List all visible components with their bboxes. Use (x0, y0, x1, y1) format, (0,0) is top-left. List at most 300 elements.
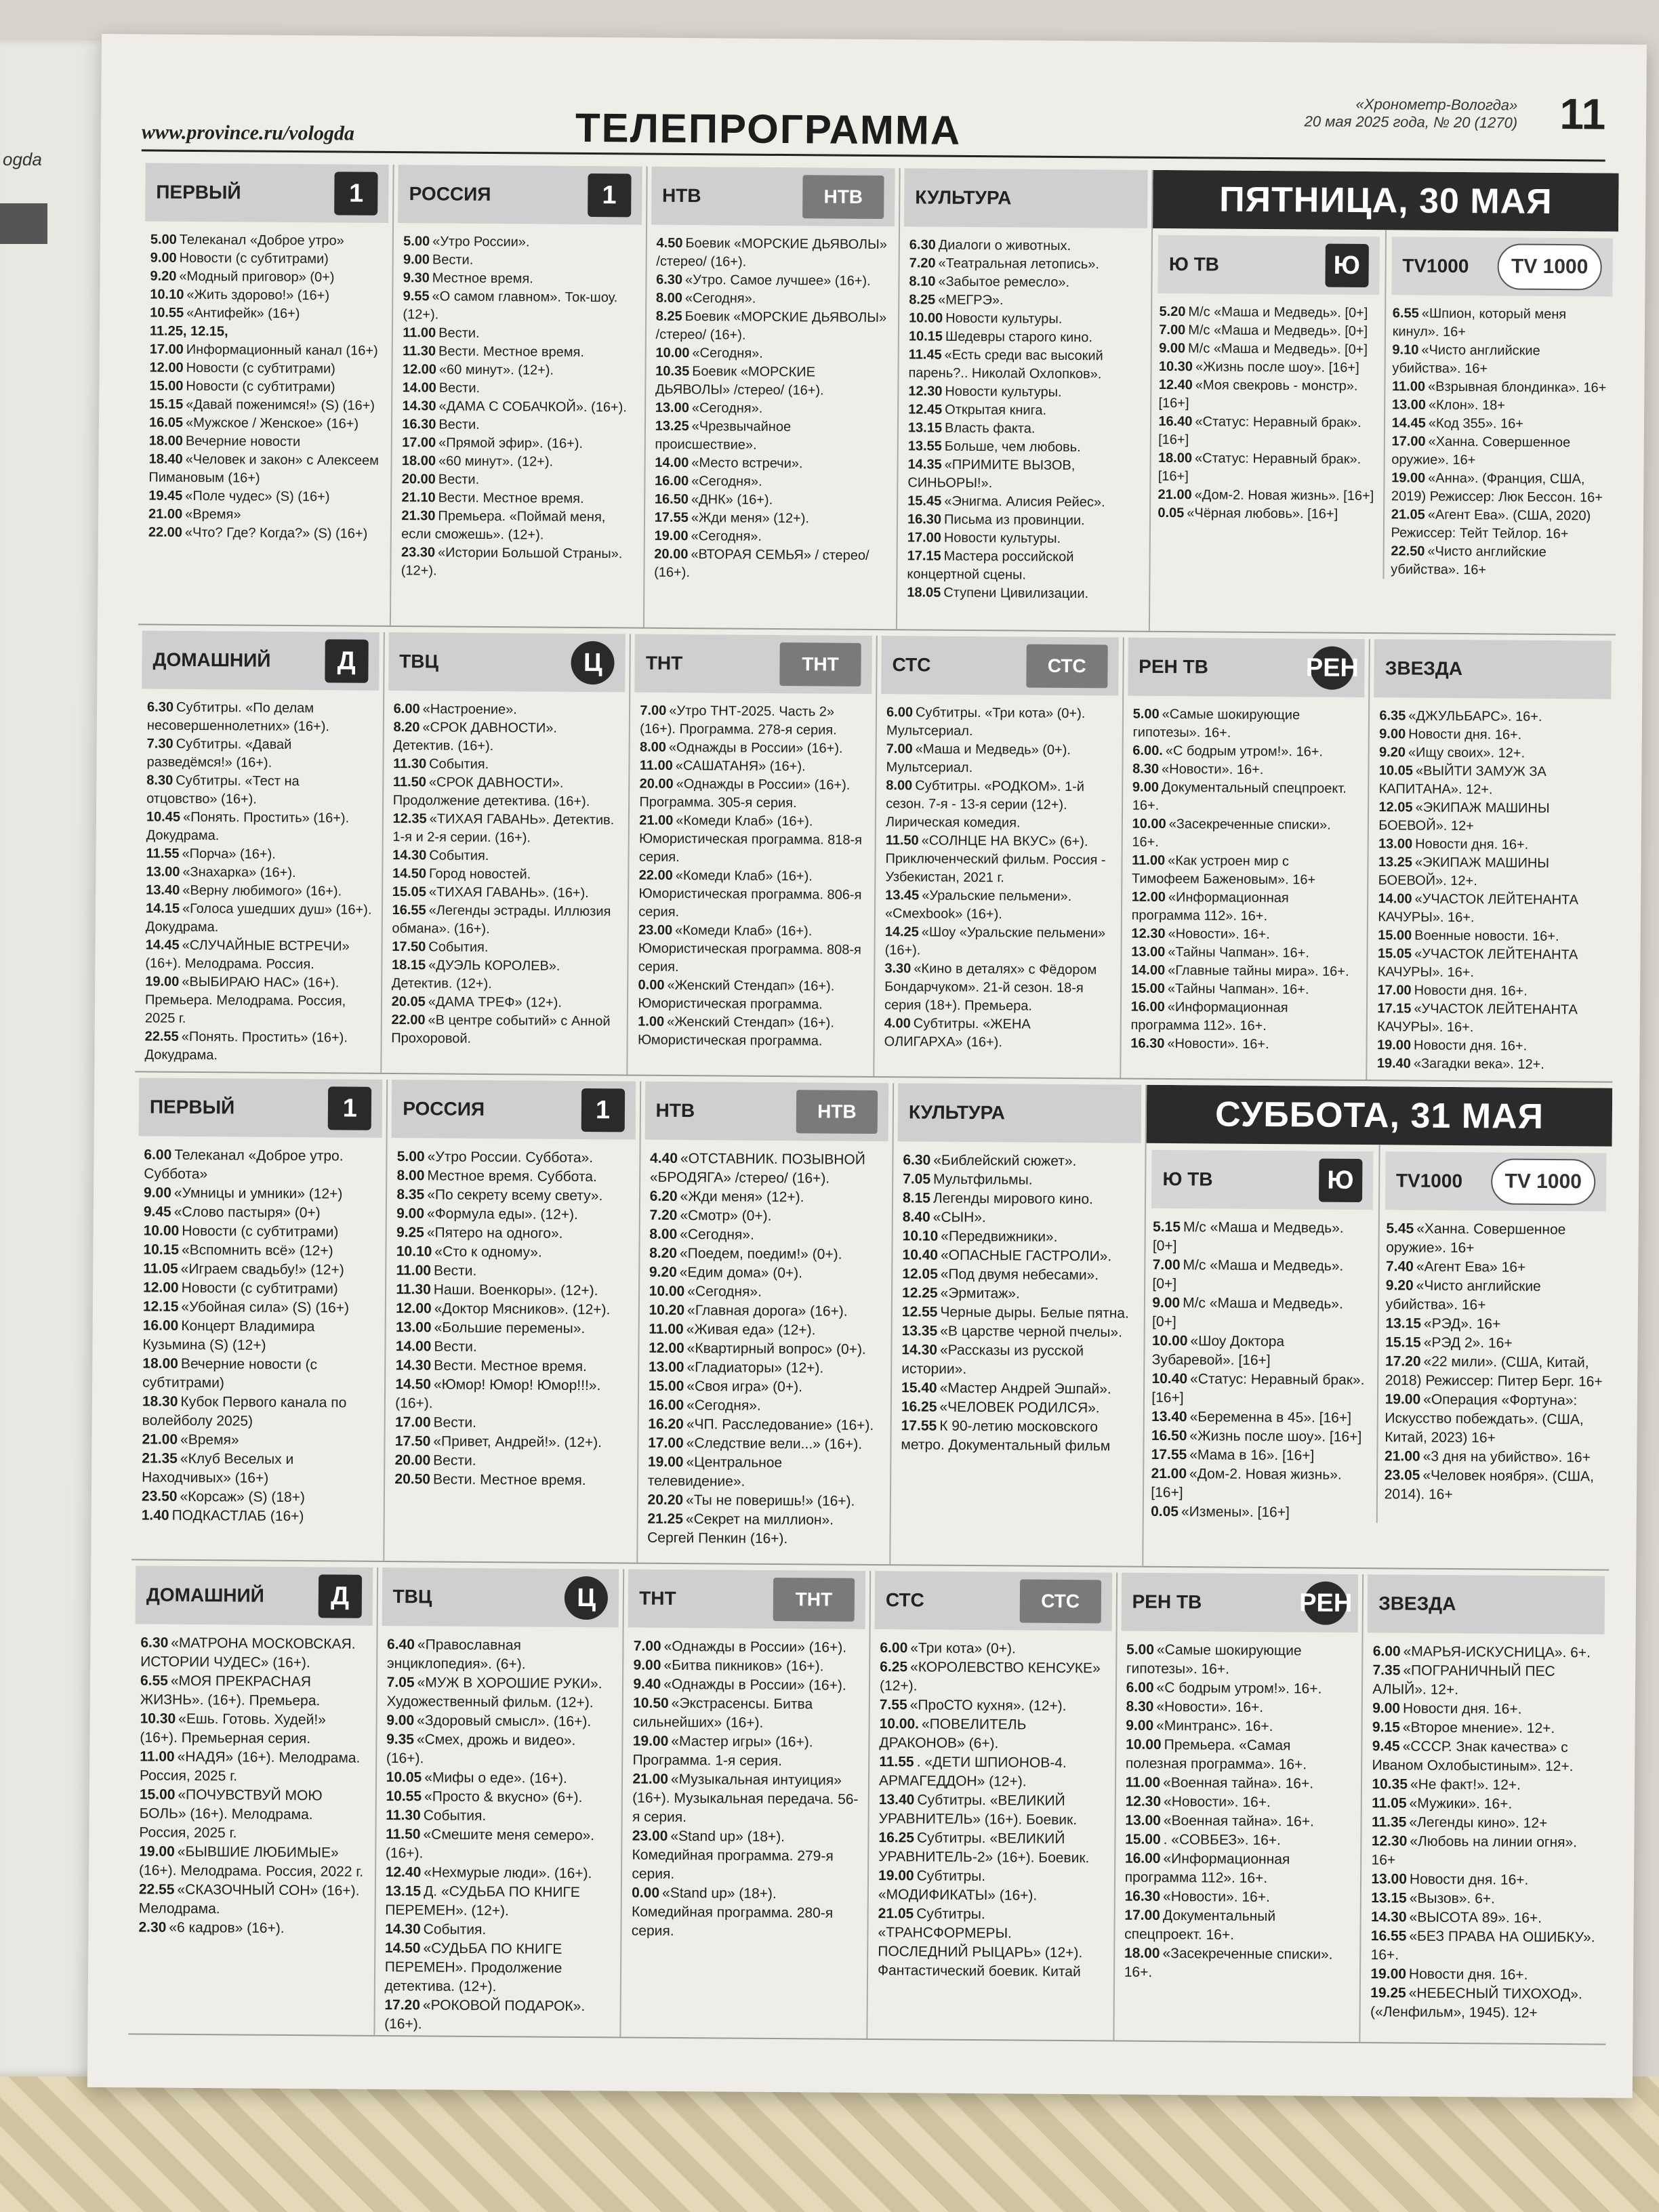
program-time: 16.40 (1158, 413, 1193, 430)
program-title: «Чисто английские убийства». 16+ (1392, 342, 1540, 377)
program-time: 14.30 (392, 848, 427, 863)
program-title: «ЧП. Расследование» (16+). (686, 1416, 874, 1434)
program-item (150, 286, 383, 306)
channel-name: РЕН ТВ (1132, 1591, 1202, 1613)
program-title: «СЛУЧАЙНЫЕ ВСТРЕЧИ» (16+). Мелодрама. Россия. (145, 937, 350, 972)
program-title: «Секрет на миллион». Сергей Пенкин (16+). (647, 1511, 834, 1547)
program-title: «Тайны Чапман». 16+. (1168, 945, 1310, 961)
program-item (393, 773, 619, 811)
channel-name: ТВЦ (399, 651, 439, 672)
program-item (392, 956, 618, 994)
program-title: «СУДЬБА ПО КНИГЕ ПЕРЕМЕН». Продолжение детектива. (12+). (384, 1940, 562, 1995)
program-item (1379, 725, 1605, 745)
program-item (402, 452, 635, 472)
program-title: «Понять. Простить» (16+). Докудрама. (144, 1029, 348, 1063)
program-title: «Просто & вкусно» (6+). (424, 1788, 583, 1806)
program-title: «Поле чудес» (S) (16+) (185, 488, 330, 505)
program-title: «Утро России». (432, 234, 530, 250)
program-title: «3 дня на убийство». 16+ (1422, 1448, 1591, 1466)
program-title: «Рассказы из русской истории». (901, 1342, 1084, 1377)
program-time: 9.00 (150, 250, 177, 266)
program-time: 10.00 (1126, 1736, 1162, 1753)
program-title: «Сегодня». (691, 529, 762, 544)
program-time: 23.30 (401, 545, 436, 560)
issue-line-1: «Хронометр-Вологда» (1355, 95, 1518, 114)
program-title: «Военная тайна». 16+. (1163, 1774, 1314, 1792)
program-item (386, 1711, 613, 1732)
program-title: Новости (с субтитрами) (186, 360, 335, 377)
program-item (146, 771, 373, 809)
program-title: «ЧЕЛОВЕК РОДИЛСЯ». (939, 1399, 1100, 1416)
program-title: «Ты не поверишь!» (16+). (686, 1492, 855, 1509)
program-title: «Чисто английские убийства». 16+ (1391, 544, 1547, 578)
program-title: «СЫН». (933, 1209, 986, 1226)
channel-header (904, 168, 1148, 228)
program-item (903, 1189, 1136, 1209)
program-time: 10.00 (1151, 1332, 1188, 1349)
program-time: 12.00 (649, 1340, 684, 1357)
program-item (396, 1261, 629, 1282)
program-title: «МАРЬЯ-ИСКУСНИЦА». 6+. (1403, 1643, 1591, 1661)
program-title: «Голоса ушедших душ» (16+). Докудрама. (145, 901, 372, 935)
program-item (150, 268, 383, 287)
program-title: «Агент Ева» 16+ (1416, 1258, 1526, 1275)
program-time: 9.00 (143, 1185, 172, 1201)
program-item (143, 1259, 376, 1279)
program-item (1124, 1887, 1351, 1908)
program-item (885, 832, 1111, 888)
program-title: «ДАМА С СОБАЧКОЙ». (16+). (438, 398, 627, 415)
program-item (1132, 705, 1359, 743)
program-list (394, 1147, 630, 1490)
program-item (1131, 925, 1357, 945)
program-title: «Новости». 16+. (1162, 761, 1264, 777)
program-time: 13.45 (885, 888, 920, 903)
program-time: 7.05 (903, 1171, 931, 1187)
program-item (1377, 1036, 1603, 1056)
program-item (1151, 1465, 1370, 1504)
program-time: 9.00 (1372, 1700, 1401, 1717)
program-time: 7.20 (909, 255, 936, 271)
program-time: 17.55 (654, 510, 689, 526)
program-title: Новости (с субтитрами) (182, 1223, 339, 1240)
program-time: 21.00 (1158, 487, 1192, 503)
channel-name: ЗВЕЗДА (1378, 1593, 1456, 1615)
program-item (386, 1863, 612, 1883)
program-time: 11.30 (386, 1807, 421, 1824)
program-title: «Чрезвычайное происшествие». (655, 419, 792, 453)
program-time: 14.50 (384, 1940, 421, 1957)
program-title: «По секрету всему свету». (427, 1187, 603, 1204)
program-item (146, 899, 372, 937)
program-item (901, 1416, 1134, 1456)
program-title: «ЭКИПАЖ МАШИНЫ БОЕВОЙ». 12+. (1378, 855, 1550, 889)
program-title: «Эрмитаж». (940, 1285, 1020, 1302)
channel-logo-icon: Д (318, 1574, 361, 1618)
program-title: «Однажды в России» (16+). (663, 1676, 846, 1694)
program-time: 7.55 (879, 1697, 907, 1713)
program-time: 9.55 (403, 289, 430, 304)
program-item (392, 883, 619, 903)
channel-header (1128, 638, 1365, 697)
program-time: 3.30 (884, 961, 912, 977)
program-item (638, 977, 864, 1015)
program-title: «ПроСТО кухня». (12+). (909, 1697, 1067, 1714)
program-time: 0.00 (632, 1885, 660, 1901)
program-item (384, 1939, 611, 1997)
program-title: «Операция «Фортуна»: Искусство побеждать». (США, Китай, 2023) 16+ (1385, 1391, 1584, 1446)
program-time: 16.00 (1130, 999, 1165, 1015)
program-time: 19.25 (1370, 1985, 1406, 2001)
program-list (907, 236, 1142, 603)
program-time: 7.00 (633, 1638, 661, 1654)
program-title: «Человек ноября». (США, 2014). 16+ (1384, 1467, 1595, 1502)
program-item (1132, 815, 1358, 853)
program-item (655, 308, 888, 346)
program-title: Местное время. (432, 270, 533, 287)
program-title: «РЭД». 16+ (1423, 1315, 1501, 1332)
program-time: 7.05 (386, 1674, 415, 1691)
program-item (150, 231, 384, 251)
underlying-page-text: ogda (3, 149, 42, 169)
program-title: «Новости». 16+. (1167, 1036, 1269, 1052)
program-time: 16.55 (392, 903, 426, 918)
program-title: «Энигма. Алисия Рейес». (944, 493, 1105, 510)
program-time: 19.45 (148, 488, 183, 504)
channel-name: НТВ (655, 1099, 695, 1122)
program-item (1126, 1736, 1352, 1775)
program-title: Вечерние новости (с субтитрами) (142, 1355, 318, 1391)
program-item (395, 1451, 628, 1471)
program-title: «Агент Ева». (США, 2020) Режиссер: Тейт Тейлор. 16+ (1391, 507, 1591, 542)
program-time: 9.20 (1385, 1277, 1414, 1294)
program-time: 17.55 (1151, 1446, 1187, 1463)
program-title: Новости (с субтитрами) (181, 1279, 338, 1297)
program-time: 10.55 (386, 1788, 422, 1805)
program-time: 11.30 (393, 756, 427, 772)
program-item (402, 397, 635, 417)
program-title: Новости (с субтитрами) (186, 378, 335, 395)
program-item (1372, 1699, 1599, 1719)
program-time: 13.00 (655, 400, 689, 416)
channel-column-рен-тв (1114, 1573, 1364, 2043)
program-time: 15.05 (392, 884, 426, 900)
program-title: «Клон». 18+ (1428, 397, 1506, 413)
program-title: Новости культуры. (945, 310, 1063, 327)
channel-name: СТС (892, 654, 931, 676)
program-item (385, 1920, 611, 1940)
program-item (403, 232, 636, 252)
program-item (1158, 413, 1377, 451)
program-item (909, 272, 1142, 292)
day-banner: СУББОТА, 31 МАЯ (1147, 1085, 1612, 1147)
program-item (901, 1340, 1134, 1380)
channel-header (635, 634, 872, 694)
program-time: 16.05 (148, 415, 184, 430)
program-time: 20.00 (654, 546, 689, 562)
channel-name: КУЛЬТУРА (915, 186, 1012, 209)
program-title: «Засекреченные списки». 16+. (1132, 817, 1331, 850)
program-title: «Три кота» (0+). (910, 1640, 1016, 1657)
program-title: «ВЫЙТИ ЗАМУЖ ЗА КАПИТАНА». 12+. (1378, 763, 1547, 798)
program-title: «Пятеро на одного». (426, 1225, 563, 1242)
program-time: 13.15 (1385, 1315, 1422, 1332)
program-time: 17.20 (1385, 1353, 1421, 1370)
channel-column-звезда (1368, 639, 1616, 1082)
program-list (1385, 1219, 1605, 1505)
program-title: «УЧАСТОК ЛЕЙТЕНАНТА КАЧУРЫ». 16+. (1377, 946, 1578, 981)
program-item (143, 1278, 376, 1298)
channel-column-стс (874, 636, 1124, 1078)
program-time: 21.25 (647, 1511, 684, 1528)
program-title: «НЕБЕСНЫЙ ТИХОХОД». («Ленфильм», 1945). 12+ (1370, 1985, 1582, 2021)
program-time: 21.00 (1384, 1448, 1420, 1465)
program-title: Власть факта. (944, 420, 1036, 436)
program-item (1124, 1944, 1351, 1984)
program-title: «Информационная программа 112». 16+. (1124, 1851, 1290, 1887)
program-item (908, 382, 1141, 402)
program-time: 10.40 (902, 1247, 939, 1263)
program-title: «Квартирный вопрос» (0+). (687, 1340, 866, 1357)
program-title: «Есть среди вас высокий парень?.. Николай Охлопков». (908, 347, 1103, 382)
program-item (907, 547, 1140, 585)
program-time: 10.30 (1158, 359, 1193, 375)
program-title: Мультфильмы. (933, 1171, 1033, 1188)
channel-logo-icon: Ю (1325, 244, 1368, 287)
program-time: 20.50 (394, 1471, 431, 1488)
program-time: 8.00 (396, 1168, 425, 1184)
program-item (401, 489, 634, 508)
program-item (1386, 1219, 1605, 1258)
channel-column-ю-тв (1144, 1143, 1380, 1523)
program-item (403, 324, 636, 344)
program-time: 6.00 (1126, 1679, 1154, 1696)
channel-column-тнт (621, 1569, 871, 2039)
program-item (1151, 1370, 1370, 1409)
program-title: «Мужское / Женское» (16+) (185, 415, 359, 432)
program-item (144, 1027, 371, 1065)
program-title: «Новости». 16+. (1168, 926, 1270, 943)
program-item (392, 901, 618, 939)
program-title: Вести. Местное время. (438, 344, 585, 360)
program-time: 14.00 (1378, 891, 1412, 907)
program-item (655, 509, 888, 529)
channel-name: ПЕРВЫЙ (149, 1096, 235, 1118)
channel-header (1158, 235, 1380, 295)
channel-header (136, 1565, 373, 1625)
program-title: «Беременна в 45». [16+] (1189, 1409, 1352, 1426)
program-item (880, 1639, 1106, 1659)
program-title: События. (428, 939, 489, 956)
program-time: 6.55 (1392, 306, 1419, 321)
program-item (392, 938, 618, 958)
program-title: Местное время. Суббота. (427, 1168, 597, 1185)
program-title: «Мастер игры» (16+). Программа. 1-я серия. (632, 1733, 813, 1769)
program-time: 9.15 (1372, 1719, 1400, 1736)
program-time: 11.05 (1372, 1795, 1407, 1811)
program-item (142, 1449, 375, 1488)
program-title: «ПОГРАНИЧНЫЙ ПЕС АЛЫЙ». 12+. (1372, 1662, 1555, 1698)
program-time: 20.00 (401, 472, 436, 487)
program-time: 16.30 (1124, 1888, 1161, 1904)
program-time: 7.00 (1152, 1256, 1181, 1273)
program-time: 9.40 (633, 1676, 661, 1692)
program-item (148, 451, 382, 489)
program-item (145, 972, 371, 1029)
program-item (656, 234, 889, 272)
program-title: «МЕГРЭ». (938, 292, 1004, 308)
channel-header (1121, 1573, 1358, 1633)
program-item (902, 1322, 1135, 1342)
program-item (901, 1378, 1134, 1399)
channel-name: ТВЦ (392, 1586, 432, 1607)
program-item (638, 1013, 864, 1051)
program-item (1132, 760, 1359, 780)
program-time: 9.20 (1378, 745, 1406, 760)
program-item (392, 846, 619, 866)
program-title: Субтитры. «РОДКОМ». 1-й сезон. 7-я - 13-я серии (12+). Лирическая комедия. (885, 778, 1085, 831)
program-time: 11.00 (140, 1748, 175, 1765)
program-title: Письма из провинции. (943, 512, 1085, 529)
program-item (149, 414, 382, 434)
program-title: Боевик «МОРСКИЕ ДЬЯВОЛЫ» /стерео/ (16+). (656, 236, 888, 270)
program-title: Черные дыры. Белые пятна. (940, 1304, 1129, 1322)
day-subrow (1144, 1143, 1612, 1525)
program-list (632, 1637, 860, 1942)
program-time: 4.00 (884, 1016, 911, 1031)
program-item (147, 698, 373, 736)
program-item (1126, 1698, 1352, 1718)
program-time: 5.45 (1386, 1221, 1414, 1237)
program-item (386, 1673, 613, 1713)
program-title: Вести. Местное время. (438, 490, 584, 506)
program-time: 9.00 (1126, 1717, 1154, 1734)
channel-logo-icon: 1 (328, 1086, 371, 1130)
program-list (384, 1635, 613, 2035)
program-title: «Второе мнение». 12+. (1402, 1719, 1555, 1737)
program-title: «Убойная сила» (S) (16+) (181, 1298, 350, 1316)
channel-name: СТС (885, 1589, 924, 1611)
program-time: 10.10 (902, 1228, 939, 1244)
program-title: События. (429, 848, 489, 864)
program-time: 16.20 (648, 1416, 684, 1433)
program-title: «ТИХАЯ ГАВАНЬ». Детектив. 1-я и 2-я серии. (16+). (392, 811, 615, 846)
program-item (1132, 742, 1359, 762)
program-time: 13.00 (1371, 1871, 1408, 1887)
program-title: Вечерние новости (185, 433, 301, 450)
program-time: 12.00 (149, 360, 184, 375)
program-item (1371, 1927, 1597, 1966)
program-item (149, 377, 382, 397)
program-time: 17.00 (402, 435, 436, 451)
program-item (403, 251, 636, 270)
program-title: «Музыкальная интуиция» (16+). Музыкальная передача. 56-я серия. (632, 1771, 859, 1826)
program-time: 14.25 (884, 924, 919, 940)
program-title: «С бодрым утром!». 16+. (1156, 1679, 1322, 1697)
program-item (1152, 1256, 1371, 1295)
program-time: 14.00 (1131, 962, 1166, 978)
program-title: Д. «СУДЬБА ПО КНИГЕ ПЕРЕМЕН». (12+). (385, 1883, 580, 1919)
program-item (393, 755, 619, 775)
channel-column-домашний (128, 1565, 377, 2035)
program-time: 9.25 (396, 1225, 424, 1241)
program-title: Вести. Местное время. (432, 1471, 586, 1489)
program-title: Телеканал «Доброе утро. Суббота» (144, 1147, 344, 1183)
channel-logo-icon: TV 1000 (1491, 1158, 1595, 1205)
program-title: «Знахарка» (16+). (182, 864, 296, 881)
program-time: 15.15 (149, 396, 184, 412)
program-item (1158, 376, 1377, 414)
program-item (1125, 1793, 1351, 1813)
channel-header (898, 1083, 1142, 1143)
program-time: 9.00 (396, 1206, 425, 1222)
program-time: 10.00 (143, 1223, 180, 1239)
program-title: Больше, чем любовь. (944, 438, 1081, 455)
program-item (1391, 542, 1610, 580)
program-title: «Юмор! Юмор! Юмор!!!». (16+). (395, 1376, 601, 1412)
program-title: «Уральские пельмени». «Смехbook» (16+). (884, 888, 1072, 922)
program-item (649, 1377, 882, 1397)
program-item (146, 881, 372, 901)
program-title: «МАТРОНА МОСКОВСКАЯ. ИСТОРИИ ЧУДЕС» (16+). (140, 1635, 356, 1671)
program-item (901, 1397, 1134, 1418)
underlying-page-block (0, 203, 47, 244)
program-time: 15.00 (1125, 1831, 1161, 1847)
program-time: 6.55 (140, 1673, 168, 1689)
program-title: «Главная дорога» (16+). (687, 1303, 848, 1319)
program-item (146, 735, 373, 773)
channel-column-культура (897, 168, 1153, 631)
program-title: Премьера. «Самая полезная программа». 16+. (1125, 1737, 1307, 1773)
program-time: 8.15 (902, 1190, 930, 1206)
program-title: М/с «Маша и Медведь». [0+] (1187, 341, 1368, 358)
program-title: «РОКОВОЙ ПОДАРОК». (16+). (384, 1997, 586, 2032)
program-title: Премьера. «Поймай меня, если сможешь». (12+). (401, 508, 606, 543)
program-item (397, 1147, 630, 1168)
channel-logo-icon: Ю (1319, 1159, 1362, 1202)
program-item (396, 1204, 630, 1225)
program-item (1153, 1218, 1372, 1257)
program-title: «Понять. Простить» (16+). Докудрама. (146, 809, 350, 844)
program-time: 19.00 (654, 528, 689, 544)
program-time: 19.00 (647, 1454, 684, 1471)
program-item (148, 487, 382, 507)
program-title: «Взрывная блондинка». 16+ (1427, 379, 1607, 396)
channel-header (628, 1569, 865, 1629)
program-time: 11.05 (143, 1261, 178, 1277)
program-title: «ДНК» (16+). (691, 492, 773, 508)
program-title: Новости дня. 16+. (1413, 1038, 1528, 1054)
program-title: «Маша и Медведь» (0+). Мультсериал. (886, 741, 1071, 775)
program-time: 16.50 (1151, 1427, 1187, 1444)
program-item (146, 844, 372, 864)
program-time: 10.00 (649, 1283, 685, 1300)
program-item (143, 1240, 376, 1261)
program-title: «Жди меня» (12+). (691, 510, 810, 527)
program-title: События. (429, 756, 489, 773)
program-time: 11.50 (885, 833, 919, 848)
program-time: 18.00 (1124, 1945, 1160, 1961)
program-title: «Прямой эфир». (16+). (438, 435, 583, 451)
program-item (885, 923, 1111, 961)
channel-name: ЗВЕЗДА (1385, 657, 1463, 680)
program-item (396, 1280, 629, 1300)
program-title: «Кино в деталях» с Фёдором Бондарчуком». 21-й сезон. 18-я серия (18+). Премьера. (884, 961, 1097, 1014)
program-time: 7.20 (649, 1207, 678, 1223)
program-title: «Сто к одному». (434, 1244, 542, 1261)
program-time: 8.25 (909, 292, 936, 308)
program-time: 9.20 (150, 268, 177, 284)
